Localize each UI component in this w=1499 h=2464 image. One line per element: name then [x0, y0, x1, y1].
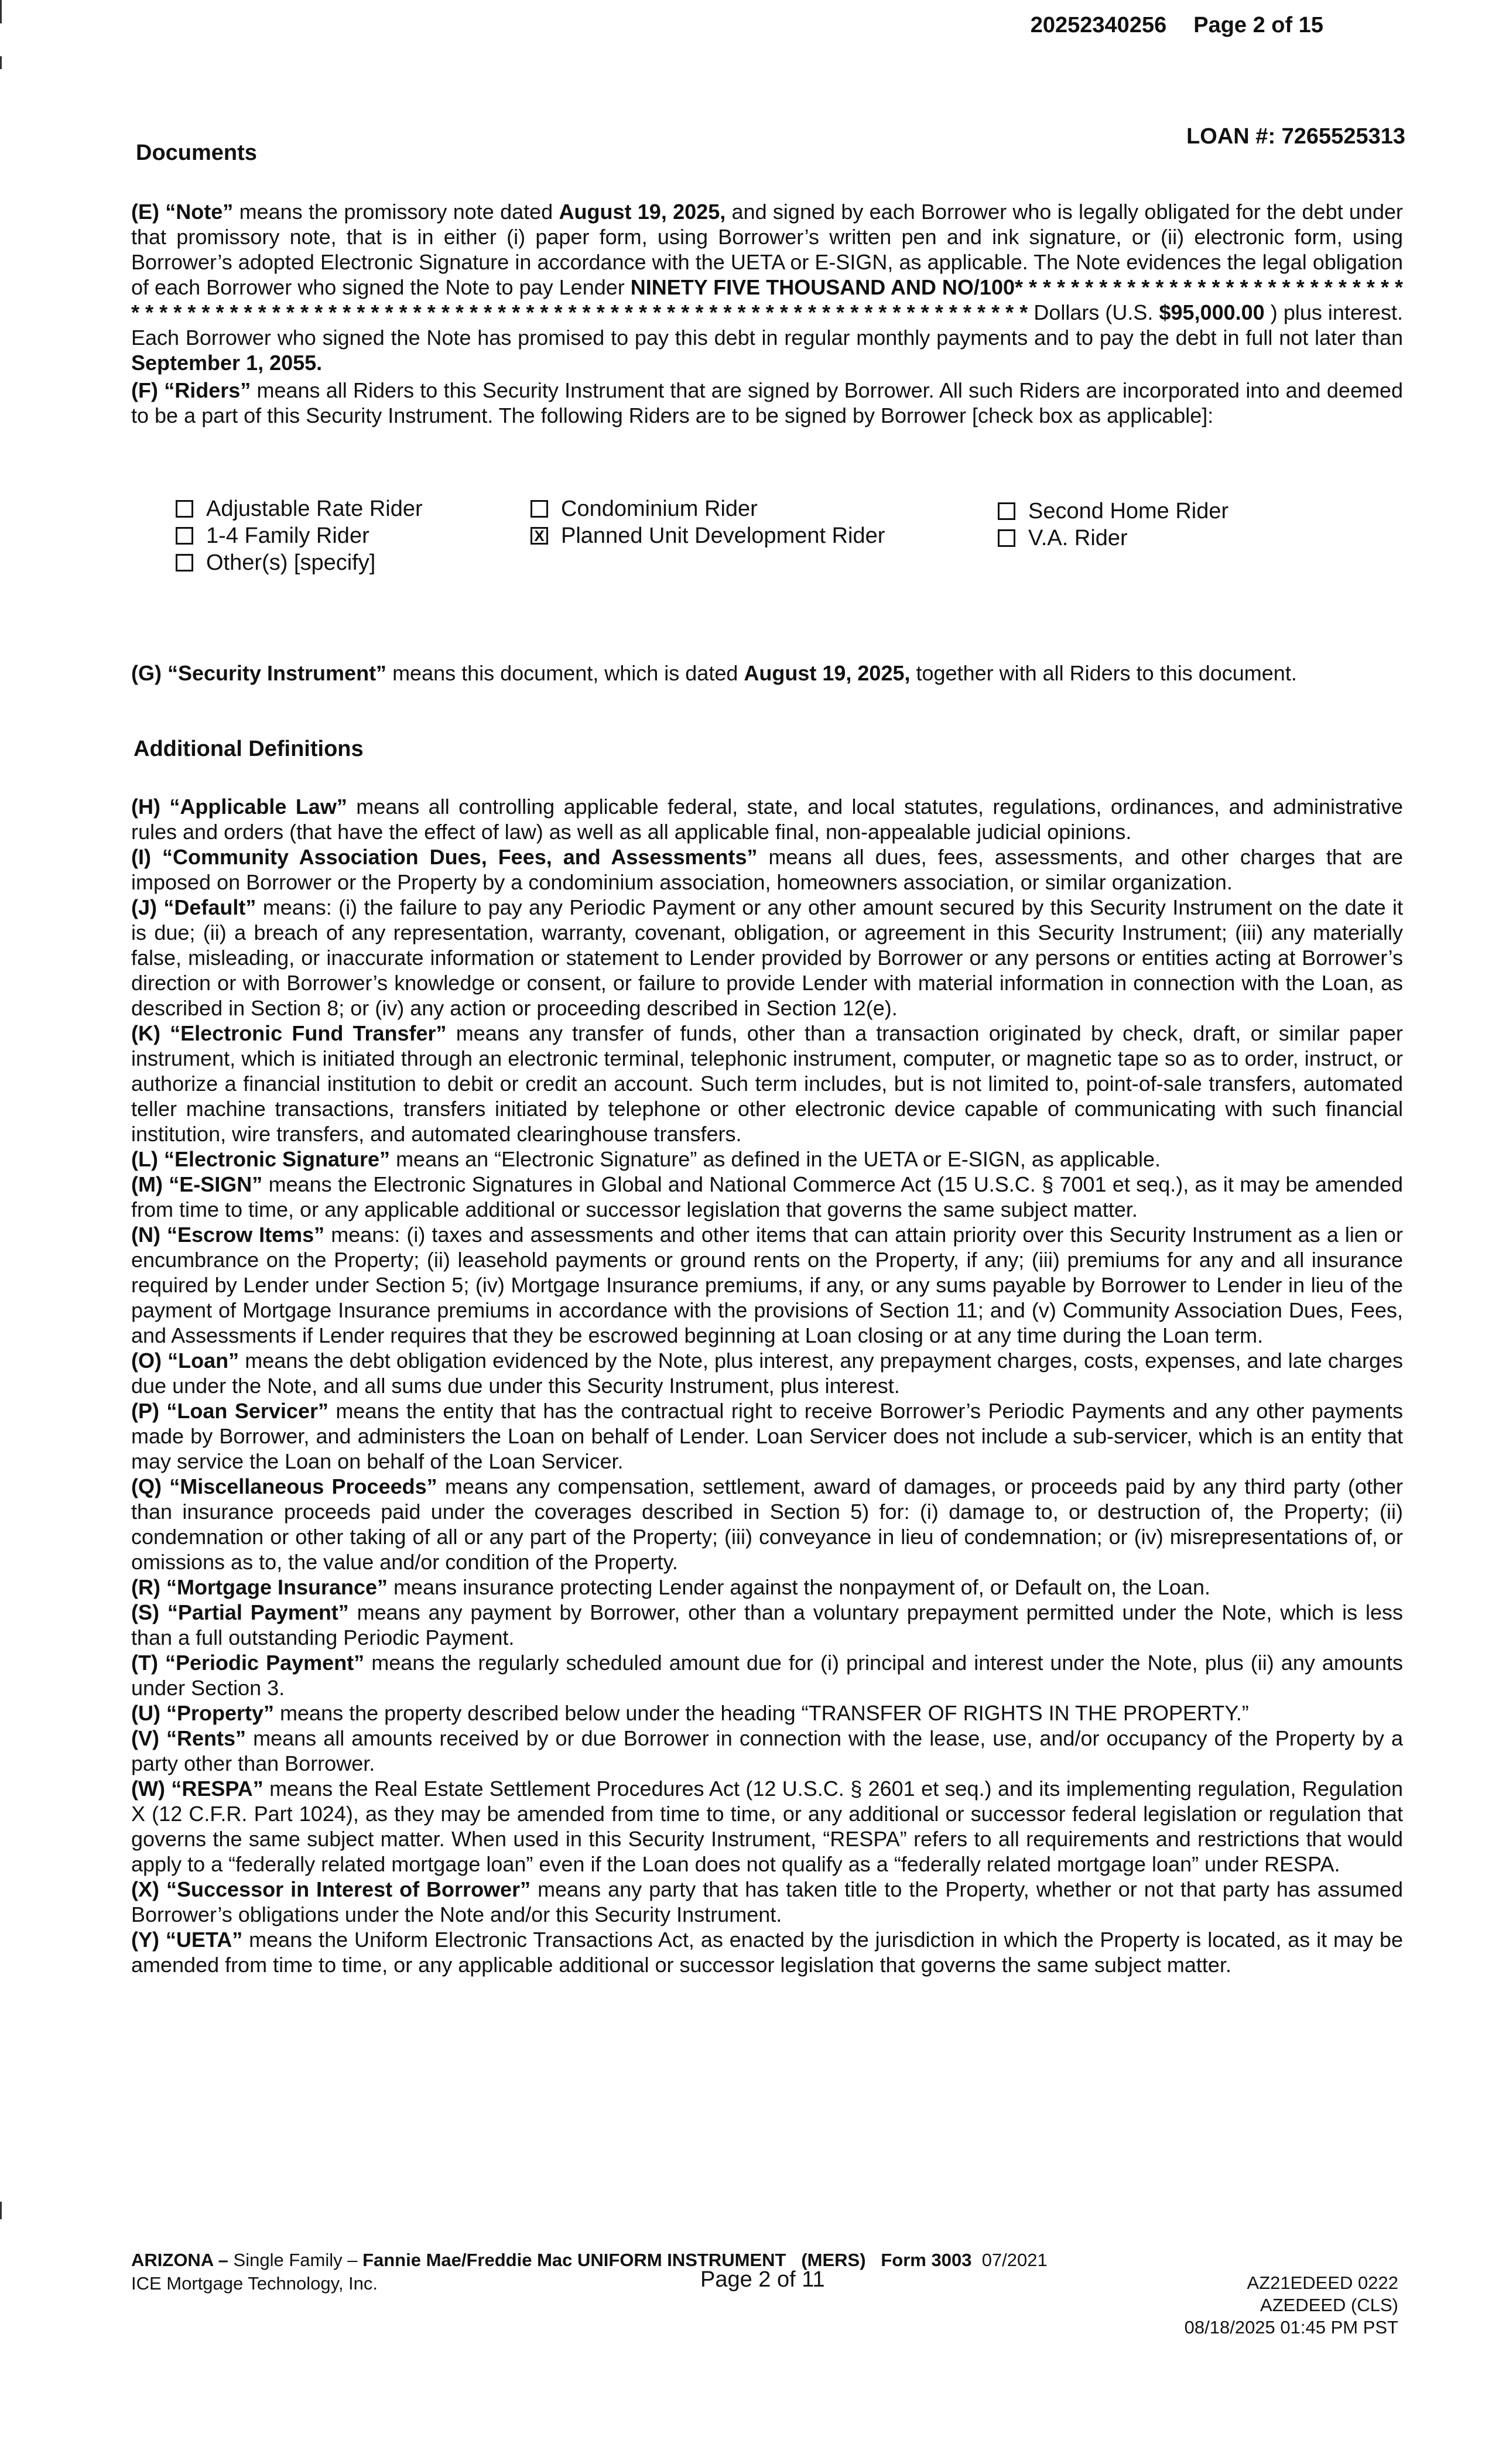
definition-rents: (V) “Rents” means all amounts received by or due Borrower in connection with the lease, use, and/or occupancy of the Property by a party other than Borrower.: [131, 1726, 1403, 1775]
section-label: Documents: [136, 141, 257, 165]
definition-mortgage-insurance: (R) “Mortgage Insurance” means insurance protecting Lender against the nonpayment of, or Default on, the Loan.: [131, 1575, 1210, 1599]
definition-escrow-items: (N) “Escrow Items” means: (i) taxes and assessments and other items that can attain priority over this Security Instrument as a lien or encumbrance on the Property; (ii) leasehold payments or ground rents on the Property, if any; (iii) premiums for any and all insurance required by Lender under Section 5; (iv) Mortgage Insurance premiums, if any, or any sums payable by Borrower to Lender in lieu of the payment of Mortgage Insurance premiums in accordance with the provisions of Section 11; and (v) Community Association Dues, Fees, and Assessments if Lender requires that they be escrowed beginning at Loan closing or at any time during the Loan term.: [131, 1223, 1404, 1347]
scan-edge-mark: [0, 56, 2, 69]
definition-miscellaneous-proceeds: (Q) “Miscellaneous Proceeds” means any compensation, settlement, award of damages, or proceeds paid by any third party (other than insurance proceeds paid under the coverages described in Section 5) for: (i) damage to, or destruction of, the Property; (ii) condemnation or other taking of all or any part of the Property; (iii) conveyance in lieu of condemnation; or (iv) misrepresentations of, or omissions as to, the value and/or condition of the Property.: [131, 1474, 1403, 1574]
rider-second-home[interactable]: Second Home Rider: [998, 498, 1228, 525]
checkbox-condominium[interactable]: [531, 500, 548, 518]
scan-edge-mark: [0, 2202, 2, 2219]
definition-respa: (W) “RESPA” means the Real Estate Settlement Procedures Act (12 U.S.C. § 2601 et seq.) and its implementing regulation, Regulation X (12 C.F.R. Part 1024), as they may be amended from time to time, or any additional or successor federal legislation or regulation that governs the same subject matter. When used in this Security Instrument, “RESPA” refers to all requirements and restrictions that would apply to a “federally related mortgage loan” even if the Loan does not qualify as a “federally related mortgage loan” under RESPA.: [131, 1777, 1403, 1876]
rider-planned-unit-development[interactable]: X Planned Unit Development Rider: [531, 522, 885, 549]
footer-codes: [1185, 2272, 1398, 2339]
checkbox-planned-unit-development[interactable]: X: [531, 527, 548, 545]
definition-ueta: (Y) “UETA” means the Uniform Electronic Transactions Act, as enacted by the jurisdiction in which the Property is located, as it may be amended from time to time, or any applicable additional or successor legislation that governs the same subject matter.: [131, 1928, 1403, 1977]
rider-other[interactable]: Other(s) [specify]: [176, 549, 423, 576]
document-number: 20252340256: [1030, 13, 1167, 37]
page-indicator: Page 2 of 15: [1193, 13, 1323, 37]
definition-periodic-payment: (T) “Periodic Payment” means the regularly scheduled amount due for (i) principal and interest under the Note, plus (ii) any amounts under Section 3.: [131, 1651, 1403, 1700]
definition-applicable-law: (H) “Applicable Law” means all controlling applicable federal, state, and local statutes, regulations, ordinances, and administrative rules and orders (that have the effect of law) as well as all applicable final, non-appealable judicial opinions.: [131, 795, 1403, 844]
footer-timestamp: 08/18/2025 01:45 PM PST: [1184, 2317, 1398, 2338]
checkbox-second-home[interactable]: [998, 502, 1015, 520]
note-date: August 19, 2025,: [559, 200, 726, 224]
definition-riders: (F) “Riders” means all Riders to this Security Instrument that are signed by Borrower. All such Riders are incorporated into and deemed to be a part of this Security Instrument. The following Riders are to be signed by Borrower [check box as applicable]:: [131, 378, 1403, 427]
rider-adjustable-rate[interactable]: Adjustable Rate Rider: [176, 495, 423, 522]
footer-company: ICE Mortgage Technology, Inc.: [131, 2273, 378, 2294]
definition-loan: (O) “Loan” means the debt obligation evidenced by the Note, plus interest, any prepayment charges, costs, expenses, and late charges due under the Note, and all sums due under this Security Instrument, plus interest.: [131, 1349, 1403, 1398]
scan-edge-mark: [0, 0, 2, 23]
definition-community-association-dues: (I) “Community Association Dues, Fees, and Assessments” means all dues, fees, assessments, and other charges that are imposed on Borrower or the Property by a condominium association, homeowners association, or similar organization.: [131, 845, 1404, 894]
definition-security-instrument: (G) “Security Instrument” means this document, which is dated August 19, 2025, together with all Riders to this document.: [131, 661, 1297, 685]
definition-successor-in-interest: (X) “Successor in Interest of Borrower” means any party that has taken title to the Property, whether or not that party has assumed Borrower’s obligations under the Note and/or this Security Instrument.: [131, 1877, 1403, 1926]
definition-electronic-fund-transfer: (K) “Electronic Fund Transfer” means any transfer of funds, other than a transaction originated by check, draft, or similar paper instrument, which is initiated through an electronic terminal, telephonic instrument, computer, or magnetic tape so as to order, instruct, or authorize a financial institution to debit or credit an account. Such term includes, but is not limited to, point-of-sale transfers, automated teller machine transactions, transfers initiated by telephone or other electronic device capable of communicating with such financial institution, wire transfers, and automated clearinghouse transfers.: [131, 1021, 1403, 1146]
amount-in-words: NINETY FIVE THOUSAND AND NO/100* * * * * * * * * * * * * * * * * * * * * * * * * * * * * * * * * * * * * * * * * * * * * * * * * * * * * * * * * * * * * * * * * * * * * * * * * * * * * * * * * * * * * * * * * * * *: [131, 275, 1403, 324]
footer-code-1: AZ21EDEED 0222: [1247, 2273, 1398, 2293]
checkbox-adjustable-rate[interactable]: [176, 500, 193, 518]
definition-partial-payment: (S) “Partial Payment” means any payment by Borrower, other than a voluntary prepayment permitted under the Note, which is less than a full outstanding Periodic Payment.: [131, 1600, 1403, 1649]
definition-e-sign: (M) “E-SIGN” means the Electronic Signatures in Global and National Commerce Act (15 U.S.C. § 7001 et seq.), as it may be amended from time to time, or any applicable additional or successor legislation that governs the same subject matter.: [131, 1172, 1404, 1221]
rider-1-4-family[interactable]: 1-4 Family Rider: [176, 522, 423, 549]
rider-condominium[interactable]: Condominium Rider: [531, 495, 885, 522]
footer-form-line: ARIZONA – Single Family – Fannie Mae/Freddie Mac UNIFORM INSTRUMENT (MERS) Form 3003 07/2021: [131, 2250, 1048, 2270]
definition-loan-servicer: (P) “Loan Servicer” means the entity that has the contractual right to receive Borrower’s Periodic Payments and any other payments made by Borrower, and administers the Loan on behalf of Lender. Loan Servicer does not include a sub-servicer, which is an entity that may service the Loan on behalf of the Loan Servicer.: [131, 1399, 1403, 1473]
definitions-list: [131, 794, 1403, 1977]
checkbox-other[interactable]: [176, 554, 193, 571]
checkbox-1-4-family[interactable]: [176, 527, 193, 545]
footer-code-2: AZEDEED (CLS): [1260, 2295, 1398, 2315]
footer-page-number: Page 2 of 11: [700, 2267, 825, 2292]
additional-definitions-heading: Additional Definitions: [134, 737, 364, 761]
definition-default: (J) “Default” means: (i) the failure to pay any Periodic Payment or any other amount secured by this Security Instrument on the date it is due; (ii) a breach of any representation, warranty, covenant, obligation, or agreement in this Security Instrument; (iii) any materially false, misleading, or inaccurate information or statement to Lender provided by Borrower or any persons or entities acting at Borrower’s direction or with Borrower’s knowledge or consent, or failure to provide Lender with material information in connection with the Loan, as described in Section 8; or (iv) any action or proceeding described in Section 12(e).: [131, 895, 1403, 1020]
definition-electronic-signature: (L) “Electronic Signature” means an “Electronic Signature” as defined in the UETA or E-SIGN, as applicable.: [131, 1147, 1161, 1171]
riders-checklist: [176, 495, 1347, 577]
page-header: [1004, 13, 1323, 38]
definition-note: (E) “Note” means the promissory note dated August 19, 2025, and signed by each Borrower who is legally obligated for the debt under that promissory note, that is in either (i) paper form, using Borrower’s written pen and ink signature, or (ii) electronic form, using Borrower’s adopted Electronic Signature in accordance with the UETA or E-SIGN, as applicable. The Note evidences the legal obligation of each Borrower who signed the Note to pay Lender NINETY FIVE THOUSAND AND NO/100* * * * * * * * * * * * * * * * * * * * * * * * * * * * * * * * * * * * * * * * * * * * * * * * * * * * * * * * * * * * * * * * * * * * * * * * * * * * * * * * * * * * * * * * * * * * Dollars (U.S. $95,000.00 ) plus interest. Each Borrower who signed the Note has promised to pay this debt in regular monthly payments and to pay the debt in full not later than September 1, 2055. (F) “Riders” means all Riders to this Security Instrument that are signed by Borrower. All such Riders are incorporated into and deemed to be a part of this Security Instrument. The following Riders are to be signed by Borrower [check box as applicable]:: [131, 200, 1403, 427]
loan-number: LOAN #: 7265525313: [1186, 124, 1405, 149]
security-instrument-date: August 19, 2025,: [744, 661, 911, 685]
rider-va[interactable]: V.A. Rider: [998, 525, 1228, 552]
maturity-date: September 1, 2055.: [131, 351, 323, 375]
checkbox-va[interactable]: [998, 529, 1015, 547]
amount-numeric: $95,000.00: [1159, 300, 1265, 324]
definition-property: (U) “Property” means the property described below under the heading “TRANSFER OF RIGHTS IN THE PROPERTY.”: [131, 1701, 1249, 1725]
